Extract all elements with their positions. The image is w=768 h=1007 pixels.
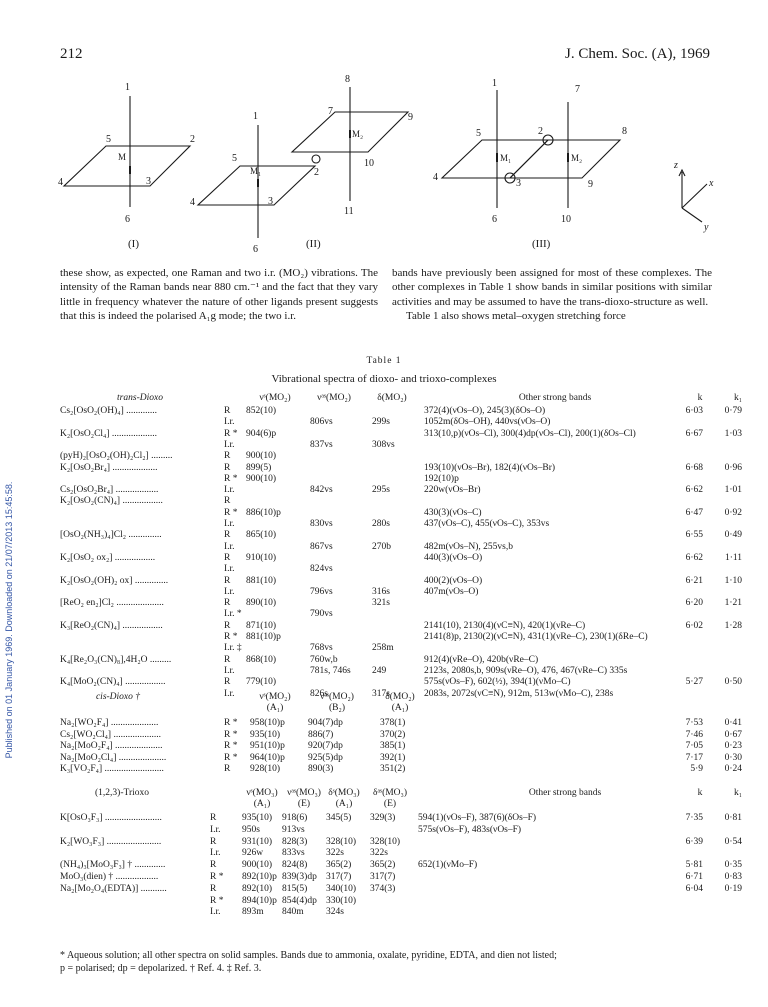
value-k1: 0·81 (724, 813, 742, 823)
label-2b: 2 (314, 167, 319, 178)
value-k1: 0·19 (724, 883, 742, 894)
value-sym: 881(10)p (246, 632, 281, 642)
section-heading-cis: cis-Dioxo † (95, 692, 141, 702)
value-sym: 935(10) (250, 729, 281, 740)
other-bands: 192(10)p (424, 473, 459, 484)
figure-label-1: (I) (128, 238, 139, 250)
technique: I.r. (224, 665, 235, 676)
technique: R (224, 620, 231, 631)
value-asym: 806vs (310, 417, 333, 428)
other-bands: 575s(νOs–F), 602(½), 394(1)(νMo–C) (424, 677, 571, 688)
value-asym: 904(7)dp (308, 718, 343, 728)
column-header: νᵃˢ(MO₃) (287, 788, 321, 798)
value-delta: 316s (372, 586, 390, 597)
value-sym: 900(10) (246, 451, 277, 462)
value-delta-sym: 340(10) (326, 883, 357, 894)
value-sym: 931(10) (242, 836, 273, 847)
column-header: νˢ(MO₂) (259, 393, 291, 403)
value-k1: 0·79 (724, 406, 742, 416)
column-header: Other strong bands (528, 788, 602, 798)
compound-name: K₂[WO₃F₃] ....................... (60, 836, 162, 847)
other-bands: 2141(10), 2130(4)(νC≡N), 420(1)(νRe–C) (424, 620, 586, 631)
value-k1: 0·49 (724, 530, 742, 541)
technique: R * (224, 507, 238, 518)
technique: R (224, 496, 231, 507)
symmetry-label: (B₂) (329, 703, 345, 713)
technique: I.r. (224, 541, 235, 552)
value-k: 6·02 (685, 620, 703, 631)
value-k1: 0·35 (724, 860, 742, 871)
figure-label-2: (II) (306, 238, 321, 250)
value-k1: 1·01 (724, 485, 742, 496)
technique: R (210, 883, 217, 894)
column-header: k₁ (733, 393, 743, 403)
compound-name: Na₂[MoO₂F₄] .................... (60, 741, 163, 751)
value-sym: 890(10) (246, 598, 277, 609)
value-k: 5·9 (690, 764, 703, 774)
value-k: 7·35 (685, 813, 703, 823)
compound-name: [OsO₂(NH₃)₄]Cl₂ .............. (60, 530, 162, 541)
technique: R * (224, 718, 238, 728)
compound-name: K₂[OsO₂(CN)₄] ................. (60, 496, 163, 507)
value-delta-asym: 328(10) (370, 836, 401, 847)
label-5b: 5 (232, 153, 237, 164)
value-delta: 299s (372, 417, 390, 428)
other-bands: 2141(8)p, 2130(2)(νC≡N), 431(1)(νRe–C), 230(1)(δRe–C) (424, 632, 648, 642)
value-sym: 900(10) (242, 860, 273, 871)
compound-name: K₄[MoO₂(CN)₄] ................. (60, 677, 166, 688)
value-sym: 910(10) (246, 552, 277, 563)
value-delta: 249 (372, 665, 387, 676)
value-sym: 892(10)p (242, 872, 277, 882)
value-delta: 308vs (372, 439, 395, 450)
section-heading-trans: trans-Dioxo (117, 393, 163, 403)
label-1c: 1 (492, 78, 497, 89)
compound-name: MoO₃(dien) † .................. (60, 872, 159, 882)
label-3b: 3 (268, 196, 273, 207)
column-header: δᵃˢ(MO₃) (372, 788, 408, 798)
column-header: Other strong bands (518, 393, 592, 403)
atom-m2: M₂ (352, 129, 364, 139)
label-3c: 3 (516, 178, 521, 189)
value-delta: 370(2) (380, 729, 406, 740)
technique: R (224, 764, 231, 774)
value-k: 6·47 (685, 507, 703, 518)
value-sym: 900(10) (246, 473, 277, 484)
other-bands: 407m(νOs–O) (424, 586, 479, 597)
technique: I.r. (210, 824, 221, 835)
technique: I.r. (210, 907, 221, 918)
technique: R * (210, 895, 224, 906)
compound-name: Na₂[MoO₂Cl₄] .................... (60, 752, 167, 763)
compound-name: Na₂[WO₂F₄] .................... (60, 718, 159, 728)
value-k1: 0·24 (724, 764, 742, 774)
value-asym: 760w,b (310, 654, 338, 665)
value-asym: 840m (282, 907, 304, 918)
value-k: 6·62 (685, 552, 703, 563)
body-paragraph: Table 1 also shows metal–oxygen stretching force (406, 309, 626, 322)
other-bands: 372(4)(νOs–O), 245(3)(δOs–O) (424, 406, 546, 416)
value-k1: 0·23 (724, 741, 742, 751)
other-bands: 193(10)(νOs–Br), 182(4)(νOs–Br) (424, 462, 556, 473)
value-sym: 779(10) (246, 677, 277, 688)
technique: R (224, 530, 231, 541)
value-asym: 890(3) (308, 764, 334, 774)
technique: R (224, 406, 231, 416)
value-delta: 385(1) (380, 741, 406, 751)
technique: I.r. (210, 848, 221, 859)
compound-name: K₂[OsO₂ ox₂] ................. (60, 552, 156, 563)
axis-x: x (709, 178, 714, 189)
value-asym: 833vs (282, 848, 305, 859)
technique: I.r. (224, 439, 235, 450)
value-k1: 1·28 (724, 620, 742, 631)
value-k1: 0·50 (724, 677, 742, 688)
other-bands: 2083s, 2072s(νC≡N), 912m, 513w(νMo–C), 238s (424, 688, 614, 699)
value-k: 7·05 (685, 741, 703, 751)
compound-name: Cs₂[OsO₂Br₄] .................. (60, 485, 159, 496)
symmetry-label: (A₁) (266, 703, 284, 713)
technique: I.r. ‡ (224, 643, 242, 654)
technique: I.r. (224, 485, 235, 496)
value-asym: 824(8) (282, 860, 308, 871)
download-note[interactable]: Published on 01 January 1969. Downloaded on 21/07/2013 15:45:58. (4, 481, 14, 759)
value-k: 6·55 (685, 530, 703, 541)
other-bands: 652(1)(νMo–F) (418, 860, 478, 871)
value-sym: 865(10) (246, 530, 277, 541)
label-4a: 4 (58, 177, 63, 188)
value-k1: 0·67 (724, 729, 742, 740)
value-k1: 0·96 (724, 462, 742, 473)
other-bands: 437(νOs–C), 455(νOs–C), 353vs (424, 519, 550, 529)
compound-name: (pyH)₂[OsO₂(OH)₂Cl₂] ......... (60, 451, 173, 462)
value-k: 6·68 (685, 462, 703, 473)
body-paragraph: bands have previously been assigned for most of these complexes. The other complexes in Table 1 show bands in similar positions with similar activities and may be assumed to have the trans-dioxo-structure as well. (392, 267, 712, 308)
value-sym: 950s (242, 824, 260, 835)
technique: I.r. * (224, 609, 242, 620)
value-asym: 824vs (310, 564, 333, 575)
technique: R * (224, 741, 238, 751)
technique: R * (210, 872, 224, 882)
value-k: 6·20 (685, 598, 703, 609)
value-asym: 839(3)dp (282, 872, 317, 882)
label-6c: 6 (492, 214, 497, 225)
value-sym: 951(10)p (250, 741, 285, 751)
value-delta-sym: 345(5) (326, 813, 352, 823)
other-bands: 2123s, 2080s,b, 909s(νRe–O), 476, 467(νRe–C) 335s (424, 665, 628, 676)
value-k: 7·17 (685, 752, 703, 763)
section-heading-trioxo: (1,2,3)-Trioxo (94, 788, 150, 798)
compound-name: K₂[OsO₂Cl₄] ................... (60, 428, 158, 439)
column-header: νˢ(MO₂) (259, 692, 291, 702)
technique: R * (224, 428, 238, 439)
footnote-line: * Aqueous solution; all other spectra on solid samples. Bands due to ammonia, oxalate, pyridine, EDTA, and dien not listed; (60, 950, 557, 961)
value-delta: 295s (372, 485, 390, 496)
body-paragraph: these show, as expected, one Raman and two i.r. (MO₂) vibrations. The intensity of the Raman bands near 880 cm.⁻¹ and the fact that they vary little in frequency whatever the nature of other ligands present suggests that this is indeed the polarised A₁g mode; the two i.r. (60, 267, 378, 322)
value-asym: 842vs (310, 485, 333, 496)
symmetry-label: (E) (297, 799, 311, 809)
figure-label-3: (III) (532, 238, 551, 250)
axis-y: y (704, 222, 709, 233)
technique: R * (224, 729, 238, 740)
value-k1: 0·92 (724, 507, 742, 518)
label-1a: 1 (125, 82, 130, 93)
column-header: k (697, 393, 703, 403)
label-9b: 9 (408, 112, 413, 123)
value-k1: 1·10 (724, 575, 742, 586)
value-asym: 815(5) (282, 883, 308, 894)
label-11b: 11 (344, 206, 354, 217)
value-delta-sym: 330(10) (326, 895, 357, 906)
table-caption: Vibrational spectra of dioxo- and trioxo-complexes (271, 373, 497, 385)
column-header: νˢ(MO₃) (246, 788, 278, 798)
value-sym: 904(6)p (246, 428, 277, 439)
value-sym: 894(10)p (242, 895, 277, 906)
other-bands: 912(4)(νRe–O), 420b(νRe–C) (424, 654, 539, 665)
compound-name: K[OsO₃F₃] ........................ (60, 813, 162, 823)
other-bands: 440(3)(νOs–O) (424, 552, 483, 563)
compound-name: K₂[OsO₂Br₄] ................... (60, 462, 158, 473)
value-sym: 964(10)p (250, 752, 285, 763)
label-9c: 9 (588, 179, 593, 190)
technique: R (224, 451, 231, 462)
value-asym: 913vs (282, 824, 305, 835)
value-delta-asym: 322s (370, 848, 388, 859)
value-asym: 768vs (310, 643, 333, 654)
compound-name: Cs₂[WO₂Cl₄] .................... (60, 729, 161, 740)
other-bands: 313(10,p)(νOs–Cl), 300(4)dp(νOs–Cl), 200(1)(δOs–Cl) (424, 428, 636, 439)
symmetry-label: (A₁) (335, 799, 353, 809)
compound-name: (NH₄)₃[MoO₃F₃] † ............. (60, 860, 166, 871)
label-7b: 7 (328, 106, 333, 117)
label-2c: 2 (538, 126, 543, 137)
label-4c: 4 (433, 172, 438, 183)
value-delta: 392(1) (380, 752, 406, 763)
compound-name: Cs₂[OsO₂(OH)₄] ............. (60, 406, 158, 416)
technique: I.r. (224, 586, 235, 597)
value-asym: 828(3) (282, 836, 308, 847)
technique: I.r. (224, 688, 235, 699)
value-sym: 899(5) (246, 462, 272, 473)
value-k: 6·03 (685, 406, 703, 416)
column-header: k₁ (733, 788, 743, 798)
label-5a: 5 (106, 134, 111, 145)
value-delta: 317s (372, 688, 390, 699)
label-6b: 6 (253, 244, 258, 255)
journal-title: J. Chem. Soc. (A), 1969 (565, 46, 710, 62)
technique: I.r. (224, 519, 235, 529)
value-sym: 928(10) (250, 764, 281, 774)
label-10c: 10 (561, 214, 571, 225)
column-header: k (697, 788, 703, 798)
technique: R (224, 462, 231, 473)
technique: I.r. (224, 564, 235, 575)
label-2a: 2 (190, 134, 195, 145)
atom-m: M (118, 152, 127, 162)
value-sym: 871(10) (246, 620, 277, 631)
technique: R (224, 598, 231, 609)
value-delta-sym: 365(2) (326, 860, 352, 871)
value-k: 6·21 (685, 575, 703, 586)
symmetry-label: (E) (383, 799, 397, 809)
value-k1: 1·11 (724, 552, 742, 563)
value-sym: 852(10) (246, 406, 277, 416)
table-footnote (60, 950, 712, 975)
symmetry-label: (A₁) (253, 799, 271, 809)
value-delta-sym: 328(10) (326, 836, 357, 847)
value-asym: 867vs (310, 541, 333, 552)
value-k: 7·46 (685, 729, 703, 740)
value-delta-sym: 322s (326, 848, 344, 859)
axis-z: z (674, 160, 678, 171)
other-bands: 575s(νOs–F), 483s(νOs–F) (418, 824, 522, 835)
value-asym: 886(7) (308, 729, 334, 740)
technique: R (224, 552, 231, 563)
value-asym: 918(6) (282, 813, 308, 823)
value-delta-asym: 317(7) (370, 872, 396, 882)
label-8c: 8 (622, 126, 627, 137)
value-delta-sym: 324s (326, 907, 344, 918)
technique: R (210, 813, 217, 823)
value-k1: 0·54 (724, 836, 742, 847)
technique: R (224, 575, 231, 586)
value-k: 6·39 (685, 836, 703, 847)
value-delta: 321s (372, 598, 390, 609)
column-header: νᵃˢ(MO₂) (317, 393, 351, 403)
value-k: 6·04 (685, 883, 703, 894)
value-sym: 926w (242, 848, 264, 859)
table-number: Table 1 (366, 356, 402, 366)
other-bands: 1052m(δOs–OH), 440vs(νOs–O) (424, 417, 551, 428)
other-bands: 400(2)(νOs–O) (424, 575, 483, 586)
label-8b: 8 (345, 74, 350, 85)
value-asym: 837vs (310, 439, 333, 450)
column-header: νᵃˢ(MO₂) (320, 692, 354, 702)
value-k: 5·81 (685, 860, 703, 871)
footnote-line: p = polarised; dp = depolarized. † Ref. 4. ‡ Ref. 3. (60, 962, 262, 974)
compound-name: K₃[VO₂F₄] ......................... (60, 764, 164, 774)
compound-name: [ReO₂ en₂]Cl₂ .................... (60, 598, 164, 609)
label-7c: 7 (575, 84, 580, 95)
technique: R (224, 654, 231, 665)
value-delta: 280s (372, 519, 390, 529)
value-asym: 826s (310, 688, 328, 699)
technique: R (224, 677, 231, 688)
value-delta-sym: 317(7) (326, 872, 352, 882)
value-delta-asym: 365(2) (370, 860, 396, 871)
value-sym: 935(10) (242, 813, 273, 823)
page-number: 212 (60, 46, 83, 62)
other-bands: 220w(νOs–Br) (424, 485, 481, 496)
compound-name: K₂[OsO₂(OH)₂ ox] .............. (60, 575, 169, 586)
technique: R (210, 860, 217, 871)
value-k: 6·67 (685, 428, 703, 439)
column-header: δˢ(MO₃) (328, 788, 360, 798)
label-10b: 10 (364, 158, 374, 169)
label-4b: 4 (190, 197, 195, 208)
value-delta-asym: 329(3) (370, 813, 396, 823)
label-5c: 5 (476, 128, 481, 139)
value-delta: 351(2) (380, 764, 406, 774)
label-1b: 1 (253, 111, 258, 122)
value-delta: 378(1) (380, 718, 406, 728)
value-k: 5·27 (685, 677, 703, 688)
atom-m1-iii: M₁ (500, 153, 512, 163)
atom-m1: M₁ (250, 166, 262, 176)
value-asym: 925(5)dp (308, 752, 343, 763)
value-delta: 258m (372, 643, 394, 654)
column-header: δ(MO₂) (377, 393, 407, 403)
atom-m2-iii: M₂ (571, 153, 583, 163)
value-k: 7·53 (685, 718, 703, 728)
value-delta: 270b (372, 541, 391, 552)
value-sym: 881(10) (246, 575, 277, 586)
value-sym: 892(10) (242, 883, 273, 894)
label-3a: 3 (146, 176, 151, 187)
column-header: δ(MO₂) (385, 692, 415, 702)
technique: R * (224, 632, 238, 642)
value-sym: 886(10)p (246, 507, 281, 518)
compound-name: K₃[ReO₂(CN)₄] ................. (60, 620, 163, 631)
value-asym: 920(7)dp (308, 741, 343, 751)
value-asym: 781s, 746s (310, 665, 351, 676)
value-k1: 1·03 (724, 428, 742, 439)
value-asym: 854(4)dp (282, 895, 317, 906)
value-k: 6·71 (685, 872, 703, 882)
value-asym: 790vs (310, 609, 333, 620)
value-k1: 0·83 (724, 872, 742, 882)
value-sym: 958(10)p (250, 718, 285, 728)
other-bands: 430(3)(νOs–C) (424, 507, 482, 518)
value-k1: 1·21 (724, 598, 742, 609)
value-k1: 0·30 (724, 752, 742, 763)
value-asym: 830vs (310, 519, 333, 529)
technique: R * (224, 752, 238, 763)
symmetry-label: (A₁) (391, 703, 409, 713)
technique: R (210, 836, 217, 847)
compound-name: Na₂[Mo₂O₄(EDTA)] ........... (60, 883, 167, 894)
value-delta-asym: 374(3) (370, 883, 396, 894)
value-k1: 0·41 (724, 718, 742, 728)
value-sym: 868(10) (246, 654, 277, 665)
label-6a: 6 (125, 214, 130, 225)
value-sym: 893m (242, 907, 264, 918)
value-k: 6·62 (685, 485, 703, 496)
value-asym: 796vs (310, 586, 333, 597)
technique: R * (224, 473, 238, 484)
other-bands: 594(1)(νOs–F), 387(6)(δOs–F) (418, 813, 537, 823)
other-bands: 482m(νOs–N), 255vs,b (424, 541, 514, 552)
compound-name: K₄[Re₂O₃(CN)₈],4H₂O ......... (60, 654, 172, 665)
technique: I.r. (224, 417, 235, 428)
